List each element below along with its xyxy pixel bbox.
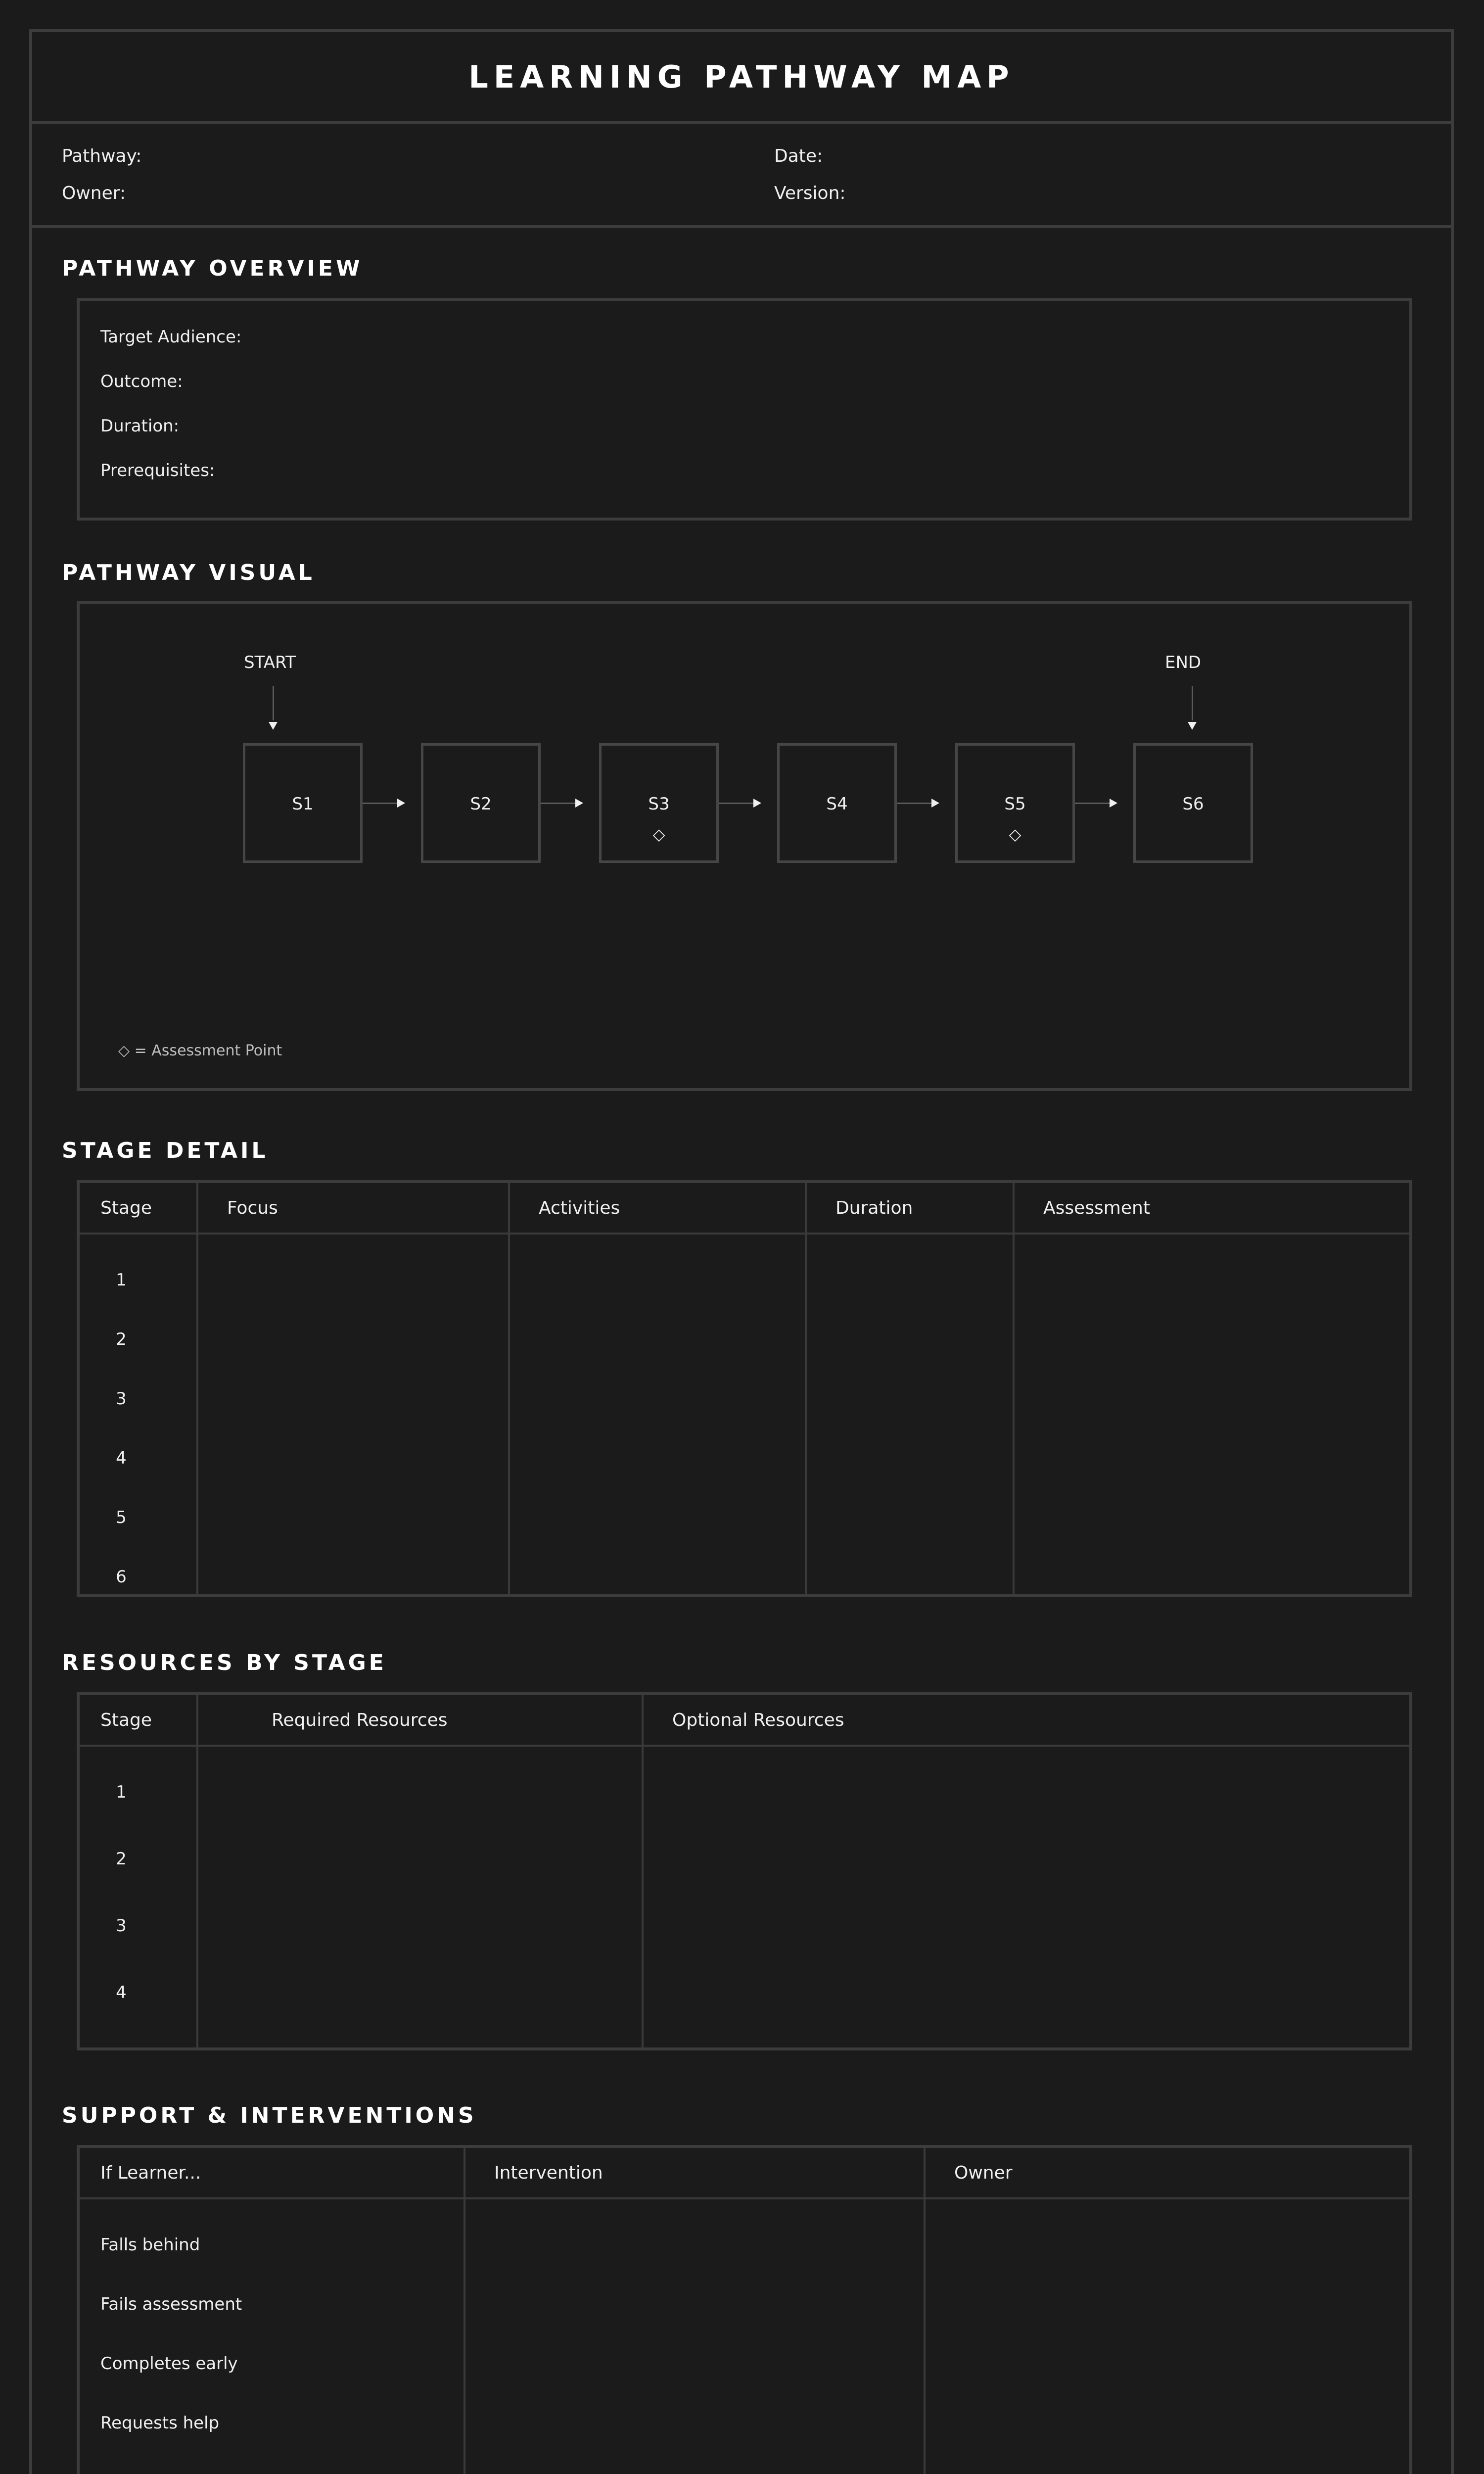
table-row-stage-number: 3 xyxy=(116,1916,127,1936)
column-divider xyxy=(196,1183,198,1594)
table-row-stage-number: 5 xyxy=(116,1508,127,1527)
column-divider xyxy=(642,1695,644,2047)
overview-heading: PATHWAY OVERVIEW xyxy=(62,256,363,281)
meta-fields xyxy=(32,121,1451,228)
title-bar xyxy=(32,32,1451,124)
stage-node-label: S1 xyxy=(292,794,314,814)
resources-table xyxy=(77,1692,1412,2050)
table-row-condition: Fails assessment xyxy=(100,2294,242,2314)
stage-detail-heading: STAGE DETAIL xyxy=(62,1138,269,1163)
column-divider xyxy=(464,2148,465,2474)
flow-arrowhead xyxy=(753,799,761,808)
table-row-stage-number: 3 xyxy=(116,1389,127,1409)
header-divider xyxy=(80,2197,1409,2199)
end-connector xyxy=(1192,686,1193,720)
target-audience-field[interactable]: Target Audience: xyxy=(100,327,242,347)
support-heading: SUPPORT & INTERVENTIONS xyxy=(62,2103,477,2128)
column-divider xyxy=(196,1695,198,2047)
pathway-diagram xyxy=(77,601,1412,1091)
visual-heading: PATHWAY VISUAL xyxy=(62,560,315,585)
assessment-legend: ◇ = Assessment Point xyxy=(118,1042,282,1059)
column-header-optional-resources: Optional Resources xyxy=(672,1710,844,1730)
stage-node-label: S2 xyxy=(470,794,492,814)
column-header-owner: Owner xyxy=(954,2163,1013,2183)
flow-arrowhead xyxy=(931,799,939,808)
flow-arrow-line xyxy=(719,803,753,804)
table-row-condition: Falls behind xyxy=(100,2235,200,2255)
resources-heading: RESOURCES BY STAGE xyxy=(62,1650,387,1675)
owner-field[interactable]: Owner: xyxy=(62,183,126,203)
header-divider xyxy=(80,1745,1409,1747)
column-header-assessment: Assessment xyxy=(1043,1198,1150,1218)
end-label: END xyxy=(1165,653,1202,672)
column-divider xyxy=(924,2148,926,2474)
stage-node-label: S4 xyxy=(826,794,848,814)
end-arrowhead xyxy=(1188,722,1197,730)
stage-node-s4[interactable] xyxy=(777,743,897,863)
overview-box xyxy=(77,298,1412,521)
table-row-condition: Requests help xyxy=(100,2413,220,2433)
column-divider xyxy=(508,1183,510,1594)
table-row-stage-number: 6 xyxy=(116,1567,127,1587)
table-row-stage-number: 1 xyxy=(116,1270,127,1290)
table-row-condition: Completes early xyxy=(100,2354,238,2374)
flow-arrowhead xyxy=(397,799,405,808)
assessment-marker: ◇ xyxy=(1009,825,1021,844)
stage-detail-table xyxy=(77,1180,1412,1597)
column-header-focus: Focus xyxy=(227,1198,278,1218)
column-divider xyxy=(1013,1183,1015,1594)
table-row-stage-number: 2 xyxy=(116,1849,127,1869)
stage-node-s6[interactable] xyxy=(1133,743,1253,863)
column-divider xyxy=(805,1183,807,1594)
stage-node-s1[interactable] xyxy=(243,743,363,863)
start-arrowhead xyxy=(269,722,278,730)
date-field[interactable]: Date: xyxy=(774,146,823,166)
start-connector xyxy=(273,686,274,720)
header-divider xyxy=(80,1233,1409,1235)
table-row-stage-number: 1 xyxy=(116,1782,127,1802)
stage-node-label: S6 xyxy=(1182,794,1204,814)
stage-node-label: S5 xyxy=(1004,794,1026,814)
column-header-duration: Duration xyxy=(835,1198,913,1218)
document-frame xyxy=(29,29,1454,2474)
column-header-if-learner: If Learner... xyxy=(100,2163,201,2183)
column-header-activities: Activities xyxy=(539,1198,620,1218)
support-table xyxy=(77,2145,1412,2474)
table-row-stage-number: 2 xyxy=(116,1330,127,1349)
stage-node-s5[interactable] xyxy=(955,743,1075,863)
stage-node-s2[interactable] xyxy=(421,743,541,863)
outcome-field[interactable]: Outcome: xyxy=(100,372,183,391)
duration-field[interactable]: Duration: xyxy=(100,416,180,436)
start-label: START xyxy=(244,653,296,672)
column-header-intervention: Intervention xyxy=(494,2163,603,2183)
flow-arrow-line xyxy=(363,803,397,804)
column-header-stage: Stage xyxy=(100,1710,152,1730)
table-row-stage-number: 4 xyxy=(116,1983,127,2002)
stage-node-s3[interactable] xyxy=(599,743,719,863)
column-header-stage: Stage xyxy=(100,1198,152,1218)
flow-arrow-line xyxy=(897,803,931,804)
page-title: LEARNING PATHWAY MAP xyxy=(468,58,1015,95)
version-field[interactable]: Version: xyxy=(774,183,846,203)
flow-arrow-line xyxy=(1075,803,1110,804)
prerequisites-field[interactable]: Prerequisites: xyxy=(100,461,215,480)
column-header-required-resources: Required Resources xyxy=(272,1710,448,1730)
assessment-marker: ◇ xyxy=(652,825,665,844)
pathway-field[interactable]: Pathway: xyxy=(62,146,142,166)
flow-arrowhead xyxy=(1110,799,1117,808)
stage-node-label: S3 xyxy=(648,794,670,814)
table-row-stage-number: 4 xyxy=(116,1448,127,1468)
flow-arrowhead xyxy=(575,799,583,808)
flow-arrow-line xyxy=(541,803,575,804)
